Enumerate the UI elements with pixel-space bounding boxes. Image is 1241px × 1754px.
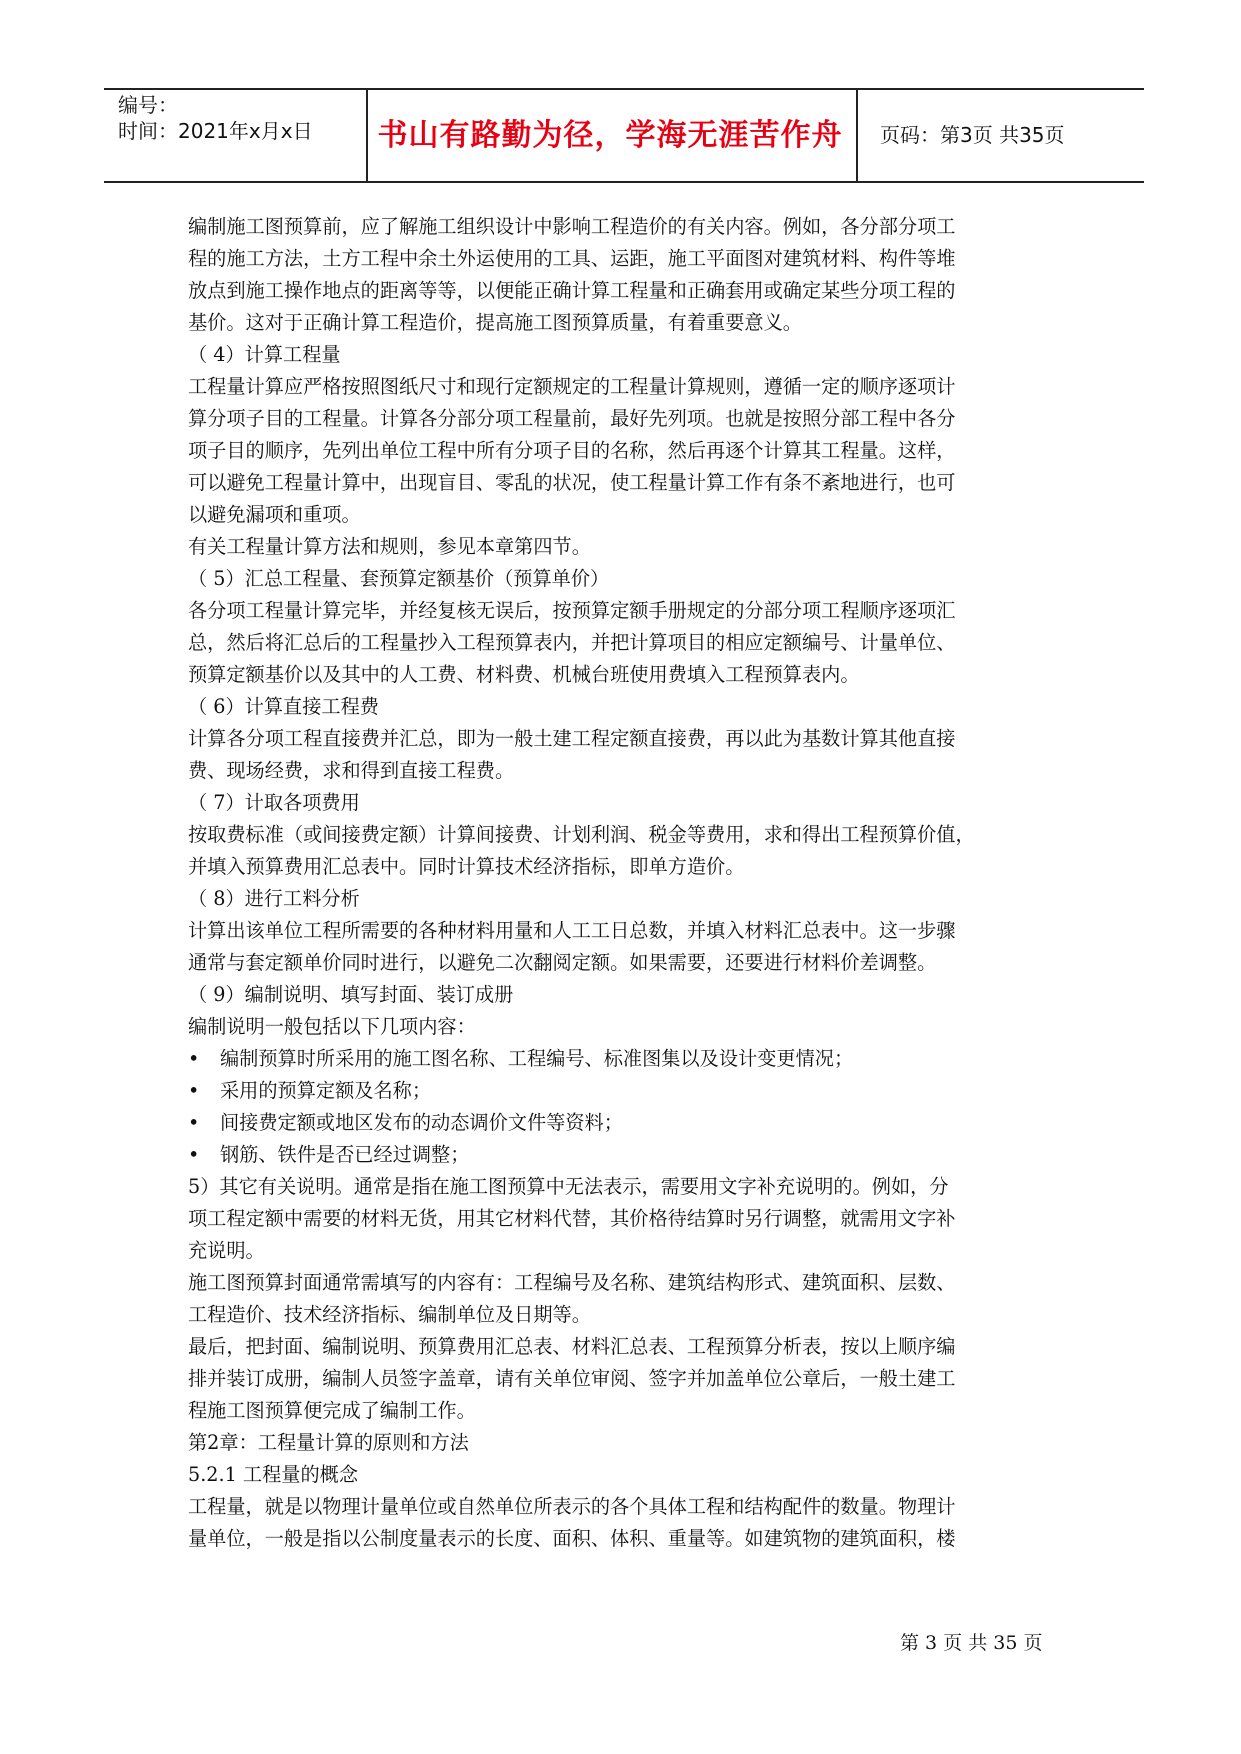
- page-header: [104, 88, 1144, 183]
- body-line: 通常与套定额单价同时进行，以避免二次翻阅定额。如果需要，还要进行材料价差调整。: [188, 951, 937, 974]
- section-heading: （ 5）汇总工程量、套预算定额基价（预算单价）: [188, 567, 610, 590]
- section-heading: （ 9）编制说明、填写封面、装订成册: [188, 983, 514, 1006]
- section-heading: （ 6）计算直接工程费: [188, 695, 379, 718]
- section-heading: （ 4）计算工程量: [188, 343, 341, 366]
- body-line: 项子目的顺序，先列出单位工程中所有分项子目的名称，然后再逐个计算其工程量。这样，: [188, 439, 956, 462]
- body-line: 按取费标准（或间接费定额）计算间接费、计划利润、税金等费用，求和得出工程预算价值，: [188, 823, 975, 846]
- bullet-marker: •: [188, 1047, 200, 1070]
- body-line: 预算定额基价以及其中的人工费、材料费、机械台班使用费填入工程预算表内。: [188, 663, 860, 686]
- body-line: 编制施工图预算前，应了解施工组织设计中影响工程造价的有关内容。例如，各分部分项工: [188, 215, 956, 238]
- header-divider-left: [366, 88, 368, 183]
- body-line: 工程量，就是以物理计量单位或自然单位所表示的各个具体工程和结构配件的数量。物理计: [188, 1495, 956, 1518]
- header-page-info: 页码：第3页 共35页: [880, 123, 1065, 147]
- body-line: 量单位，一般是指以公制度量表示的长度、面积、体积、重量等。如建筑物的建筑面积，楼: [188, 1527, 956, 1550]
- document-number-label: 编号：: [118, 93, 178, 117]
- body-line: 计算出该单位工程所需要的各种材料用量和人工工日总数，并填入材料汇总表中。这一步骤: [188, 919, 956, 942]
- section-heading: （ 8）进行工料分析: [188, 887, 360, 910]
- bullet-text: 采用的预算定额及名称；: [220, 1079, 432, 1102]
- body-line: 编制说明一般包括以下几项内容：: [188, 1015, 476, 1038]
- body-line: 工程造价、技术经济指标、编制单位及日期等。: [188, 1303, 591, 1326]
- page-footer: 第 3 页 共 35 页: [900, 1632, 1043, 1654]
- body-line: 程的施工方法，土方工程中余土外运使用的工具、运距，施工平面图对建筑材料、构件等堆: [188, 247, 956, 270]
- body-line: 5）其它有关说明。通常是指在施工图预算中无法表示，需要用文字补充说明的。例如，分: [188, 1175, 949, 1198]
- bullet-item: [188, 1043, 1068, 1075]
- bullet-text: 间接费定额或地区发布的动态调价文件等资料；: [220, 1111, 623, 1134]
- body-line: 并填入预算费用汇总表中。同时计算技术经济指标，即单方造价。: [188, 855, 745, 878]
- body-line: 算分项子目的工程量。计算各分部分项工程量前，最好先列项。也就是按照分部工程中各分: [188, 407, 956, 430]
- body-line: 排并装订成册，编制人员签字盖章，请有关单位审阅、签字并加盖单位公章后，一般土建工: [188, 1367, 956, 1390]
- subsection-heading: 5.2.1 工程量的概念: [188, 1463, 359, 1486]
- body-line: 最后，把封面、编制说明、预算费用汇总表、材料汇总表、工程预算分析表，按以上顺序编: [188, 1335, 956, 1358]
- document-time-label: 时间：2021年x月x日: [118, 119, 313, 143]
- body-line: 工程量计算应严格按照图纸尺寸和现行定额规定的工程量计算规则，遵循一定的顺序逐项计: [188, 375, 956, 398]
- section-heading: （ 7）计取各项费用: [188, 791, 360, 814]
- bullet-text: 钢筋、铁件是否已经过调整；: [220, 1143, 470, 1166]
- body-line: 总，然后将汇总后的工程量抄入工程预算表内，并把计算项目的相应定额编号、计量单位、: [188, 631, 956, 654]
- body-line: 项工程定额中需要的材料无货，用其它材料代替，其价格待结算时另行调整，就需用文字补: [188, 1207, 956, 1230]
- bullet-marker: •: [188, 1079, 200, 1102]
- bullet-item: [188, 1075, 1068, 1107]
- bullet-item: [188, 1139, 1068, 1171]
- body-line: 费、现场经费，求和得到直接工程费。: [188, 759, 515, 782]
- header-motto: 书山有路勤为径，学海无涯苦作舟: [377, 118, 843, 153]
- body-line: 程施工图预算便完成了编制工作。: [188, 1399, 476, 1422]
- body-line: 基价。这对于正确计算工程造价，提高施工图预算质量，有着重要意义。: [188, 311, 802, 334]
- body-line: 放点到施工操作地点的距离等等，以便能正确计算工程量和正确套用或确定某些分项工程的: [188, 279, 956, 302]
- document-body: [188, 211, 1068, 1555]
- bullet-item: [188, 1107, 1068, 1139]
- body-line: 以避免漏项和重项。: [188, 503, 361, 526]
- body-line: 施工图预算封面通常需填写的内容有：工程编号及名称、建筑结构形式、建筑面积、层数、: [188, 1271, 956, 1294]
- body-line: 可以避免工程量计算中，出现盲目、零乱的状况，使工程量计算工作有条不紊地进行，也可: [188, 471, 956, 494]
- body-line: 有关工程量计算方法和规则，参见本章第四节。: [188, 535, 591, 558]
- chapter-heading: 第2章：工程量计算的原则和方法: [188, 1431, 469, 1454]
- header-meta: [118, 92, 313, 144]
- bullet-marker: •: [188, 1143, 200, 1166]
- body-line: 各分项工程量计算完毕，并经复核无误后，按预算定额手册规定的分部分项工程顺序逐项汇: [188, 599, 956, 622]
- header-divider-right: [856, 88, 858, 183]
- body-line: 充说明。: [188, 1239, 265, 1262]
- bullet-marker: •: [188, 1111, 200, 1134]
- bullet-text: 编制预算时所采用的施工图名称、工程编号、标准图集以及设计变更情况；: [220, 1047, 854, 1070]
- body-line: 计算各分项工程直接费并汇总，即为一般土建工程定额直接费，再以此为基数计算其他直接: [188, 727, 956, 750]
